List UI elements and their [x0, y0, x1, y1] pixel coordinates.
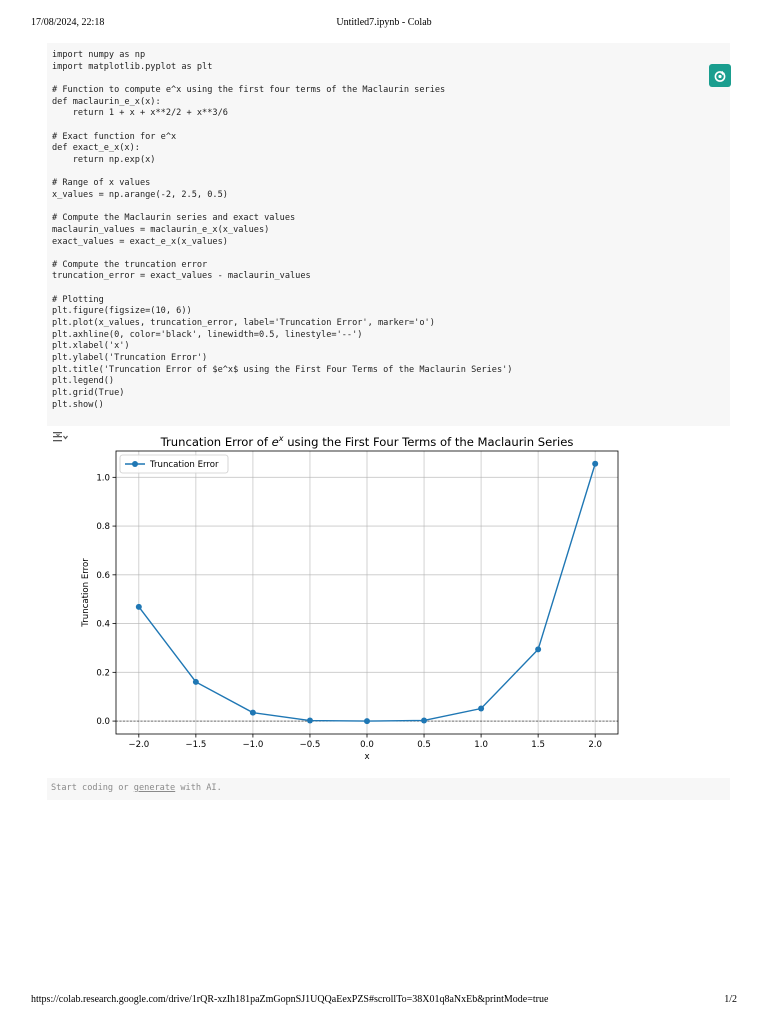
- x-tick-label: −1.5: [185, 740, 207, 750]
- x-tick-label: 1.0: [474, 740, 488, 750]
- x-tick-label: −2.0: [128, 740, 150, 750]
- print-url: https://colab.research.google.com/drive/1rQR-xzIh181paZmGopnSJ1UQQaEexPZS#scrollTo=38X01q8aNxEb&printMode=true: [31, 994, 549, 1005]
- code-line: [52, 283, 512, 295]
- x-tick-label: −0.5: [299, 740, 321, 750]
- code-line: # Function to compute e^x using the first four terms of the Maclaurin series: [52, 84, 446, 95]
- code-line: # Compute the truncation error: [52, 259, 208, 270]
- placeholder-suffix: with AI.: [175, 783, 222, 793]
- data-point: [193, 679, 199, 685]
- code-line: [52, 248, 512, 260]
- code-line: [52, 202, 512, 214]
- print-footer: [0, 994, 768, 1008]
- output-toggle-icon: [52, 431, 68, 443]
- chart-title-base: e: [271, 435, 279, 449]
- chart-output: [70, 430, 630, 770]
- placeholder-prefix: Start coding or: [51, 783, 134, 793]
- code-line: truncation_error = exact_values - maclaurin_values: [52, 271, 311, 282]
- truncation-error-chart: [70, 430, 630, 770]
- new-code-cell[interactable]: [47, 778, 730, 800]
- code-line: plt.show(): [52, 399, 104, 410]
- output-toggle-button[interactable]: [52, 430, 68, 442]
- data-point: [364, 718, 370, 724]
- chart-title-sup: x: [278, 434, 284, 443]
- code-line: [52, 73, 512, 85]
- x-tick-label: 0.5: [417, 740, 431, 750]
- code-line: plt.title('Truncation Error of $e^x$ using the First Four Terms of the Maclaurin Series'): [52, 364, 513, 375]
- code-editor[interactable]: [52, 50, 512, 411]
- y-tick-label: 0.4: [96, 619, 110, 630]
- code-line: # Exact function for e^x: [52, 131, 177, 142]
- x-tick-label: 2.0: [588, 740, 603, 750]
- legend-marker: [132, 461, 138, 467]
- data-point: [592, 461, 598, 467]
- chart-axes: [81, 451, 618, 762]
- chart-legend: [120, 455, 228, 473]
- code-line: plt.plot(x_values, truncation_error, label='Truncation Error', marker='o'): [52, 318, 435, 329]
- new-cell-placeholder: [51, 783, 222, 793]
- code-line: return 1 + x + x**2/2 + x**3/6: [52, 108, 228, 119]
- x-tick-label: 0.0: [360, 740, 374, 750]
- y-axis-label: Truncation Error: [81, 558, 91, 627]
- chart-grid: [116, 451, 618, 734]
- data-point: [535, 646, 541, 652]
- data-point: [250, 710, 256, 716]
- y-tick-label: 1.0: [96, 473, 110, 484]
- x-tick-label: −1.0: [242, 740, 264, 750]
- code-line: maclaurin_values = maclaurin_e_x(x_values): [52, 224, 270, 235]
- code-line: def maclaurin_e_x(x):: [52, 96, 161, 107]
- print-datetime: 17/08/2024, 22:18: [31, 17, 105, 28]
- code-line: [52, 120, 512, 132]
- code-line: [52, 167, 512, 179]
- print-header: [0, 17, 768, 31]
- print-page-title: Untitled7.ipynb - Colab: [336, 17, 432, 28]
- code-line: plt.grid(True): [52, 388, 125, 399]
- code-line: plt.legend(): [52, 376, 115, 387]
- code-line: plt.figure(figsize=(10, 6)): [52, 306, 192, 317]
- gemini-button[interactable]: [709, 64, 731, 87]
- code-line: return np.exp(x): [52, 154, 156, 165]
- code-line: plt.xlabel('x'): [52, 341, 130, 352]
- y-tick-label: 0.0: [96, 717, 110, 728]
- chart-title-prefix: Truncation Error of: [160, 435, 272, 449]
- code-line: # Range of x values: [52, 178, 151, 189]
- legend-label: Truncation Error: [150, 460, 219, 470]
- print-page-number: 1/2: [724, 994, 737, 1005]
- code-line: def exact_e_x(x):: [52, 143, 140, 154]
- code-line: x_values = np.arange(-2, 2.5, 0.5): [52, 189, 228, 200]
- code-line: import numpy as np: [52, 50, 146, 60]
- generate-link[interactable]: generate: [133, 783, 176, 793]
- x-axis-label: x: [364, 752, 370, 762]
- x-tick-label: 1.5: [531, 740, 545, 750]
- gemini-spark-icon: [713, 69, 727, 83]
- data-point: [136, 604, 142, 610]
- chart-title: [160, 434, 574, 449]
- code-line: plt.ylabel('Truncation Error'): [52, 353, 208, 364]
- code-line: exact_values = exact_e_x(x_values): [52, 236, 228, 247]
- y-tick-label: 0.8: [96, 522, 110, 533]
- code-line: # Plotting: [52, 294, 104, 305]
- data-point: [478, 706, 484, 712]
- code-line: # Compute the Maclaurin series and exact values: [52, 213, 296, 224]
- code-cell[interactable]: [47, 43, 730, 426]
- data-point: [421, 717, 427, 723]
- code-line: plt.axhline(0, color='black', linewidth=0.5, linestyle='--'): [52, 329, 363, 340]
- y-tick-label: 0.2: [96, 668, 110, 679]
- chart-title-suffix: using the First Four Terms of the Maclaurin Series: [283, 435, 574, 449]
- code-line: import matplotlib.pyplot as plt: [52, 61, 213, 72]
- data-point: [307, 718, 313, 724]
- y-tick-label: 0.6: [96, 570, 110, 581]
